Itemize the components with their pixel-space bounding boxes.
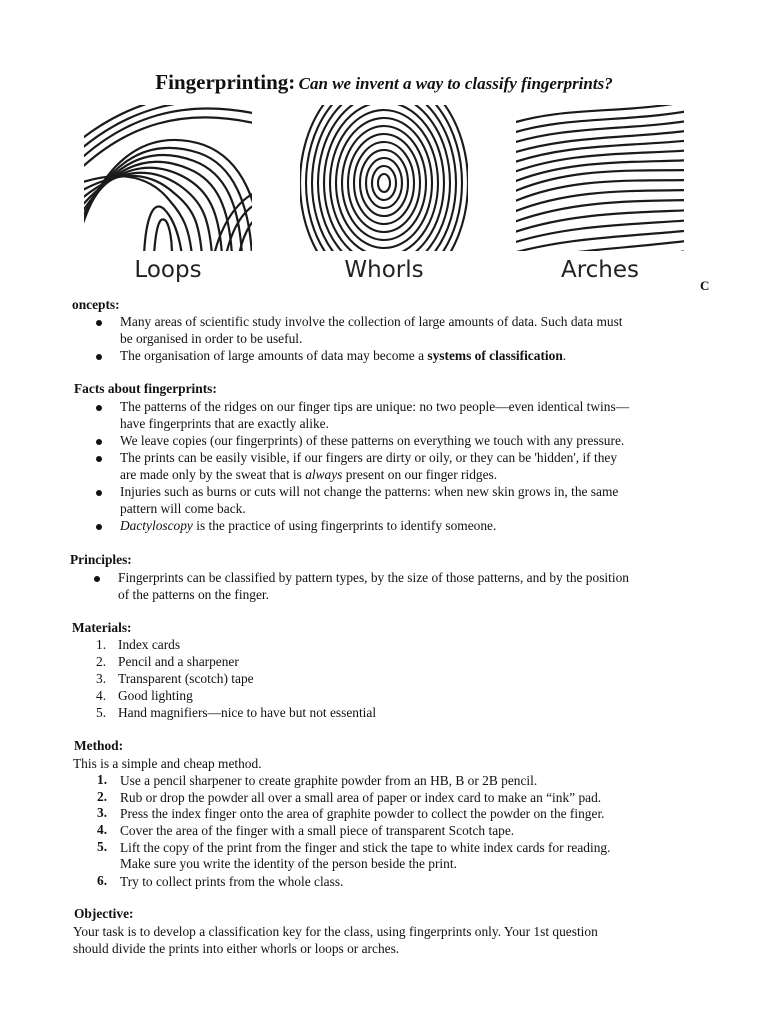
method-heading: Method: [74, 738, 124, 753]
step-number: 4. [97, 822, 108, 837]
objective-line-2: should divide the prints into either whorls or loops or arches. [73, 941, 400, 956]
list-number: 1. [96, 637, 107, 652]
method-step-continued: Make sure you write the identity of the person beside the print. [120, 856, 457, 871]
classification-term: systems of classification [427, 348, 563, 363]
list-number: 3. [96, 671, 107, 686]
stray-letter: C [700, 278, 710, 293]
title-subtitle: Can we invent a way to classify fingerprints? [298, 74, 613, 93]
materials-item: Transparent (scotch) tape [118, 671, 254, 686]
page-title [0, 70, 768, 95]
method-step: Lift the copy of the print from the finger and stick the tape to white index cards for reading. [120, 840, 611, 855]
facts-heading: Facts about fingerprints: [74, 381, 217, 396]
bullet-icon [96, 490, 102, 496]
principles-heading: Principles: [70, 552, 132, 567]
bullet-icon [96, 354, 102, 360]
facts-item-4-line-1: Injuries such as burns or cuts will not change the patterns: when new skin grows in, the same [120, 484, 619, 499]
materials-item: Hand magnifiers—nice to have but not essential [118, 705, 377, 720]
loop-fingerprint-icon [84, 105, 252, 251]
concepts-item-2: The organisation of large amounts of data may become a systems of classification. [120, 348, 567, 363]
materials-item: Pencil and a sharpener [118, 654, 239, 669]
bullet-icon [96, 439, 102, 445]
concepts-item-1-line-1: Many areas of scientific study involve the collection of large amounts of data. Such data must [120, 314, 623, 329]
facts-item-3-line-1: The prints can be easily visible, if our fingers are dirty or oily, or they can be 'hidden', if they [120, 450, 618, 465]
list-number: 2. [96, 654, 107, 669]
method-step: Rub or drop the powder all over a small area of paper or index card to make an “ink” pad. [120, 790, 602, 805]
method-step: Press the index finger onto the area of graphite powder to collect the powder on the finger. [120, 806, 605, 821]
facts-item-4-line-2: pattern will come back. [120, 501, 246, 516]
objective-heading: Objective: [74, 906, 134, 921]
bullet-icon [96, 456, 102, 462]
materials-item: Good lighting [118, 688, 193, 703]
principles-item-1-line-1: Fingerprints can be classified by pattern types, by the size of those patterns, and by the position [118, 570, 629, 585]
step-number: 1. [97, 772, 108, 787]
arch-fingerprint-icon [516, 105, 684, 251]
facts-item-3-line-2: are made only by the sweat that is always present on our finger ridges. [120, 467, 498, 482]
method-step: Cover the area of the finger with a small piece of transparent Scotch tape. [120, 823, 515, 838]
print-label-whorls: Whorls [344, 257, 424, 283]
materials-item: Index cards [118, 637, 181, 652]
concepts-item-1-line-2: be organised in order to be useful. [120, 331, 303, 346]
list-number: 5. [96, 705, 107, 720]
materials-heading: Materials: [72, 620, 132, 635]
whorl-fingerprint-icon [300, 105, 468, 251]
method-step: Use a pencil sharpener to create graphite powder from an HB, B or 2B pencil. [120, 773, 538, 788]
bullet-icon [94, 576, 100, 582]
step-number: 3. [97, 805, 108, 820]
bullet-icon [96, 524, 102, 530]
print-label-arches: Arches [560, 257, 640, 283]
print-label-loops: Loops [134, 257, 202, 283]
list-number: 4. [96, 688, 107, 703]
method-step: Try to collect prints from the whole class. [120, 874, 344, 889]
concepts-heading: oncepts: [72, 297, 120, 312]
step-number: 2. [97, 789, 108, 804]
facts-item-1-line-2: have fingerprints that are exactly alike. [120, 416, 329, 431]
facts-item-2: We leave copies (our fingerprints) of these patterns on everything we touch with any pressure. [120, 433, 625, 448]
method-intro: This is a simple and cheap method. [73, 756, 262, 771]
objective-line-1: Your task is to develop a classification key for the class, using fingerprints only. Your 1st question [73, 924, 598, 939]
bullet-icon [96, 405, 102, 411]
fingerprint-figure [84, 105, 684, 295]
title-main: Fingerprinting: [155, 70, 296, 94]
step-number: 6. [97, 873, 108, 888]
facts-item-1-line-1: The patterns of the ridges on our finger tips are unique: no two people—even identical twins— [120, 399, 630, 414]
bullet-icon [96, 320, 102, 326]
step-number: 5. [97, 839, 108, 854]
principles-item-1-line-2: of the patterns on the finger. [118, 587, 269, 602]
facts-item-5: Dactyloscopy is the practice of using fingerprints to identify someone. [120, 518, 497, 533]
